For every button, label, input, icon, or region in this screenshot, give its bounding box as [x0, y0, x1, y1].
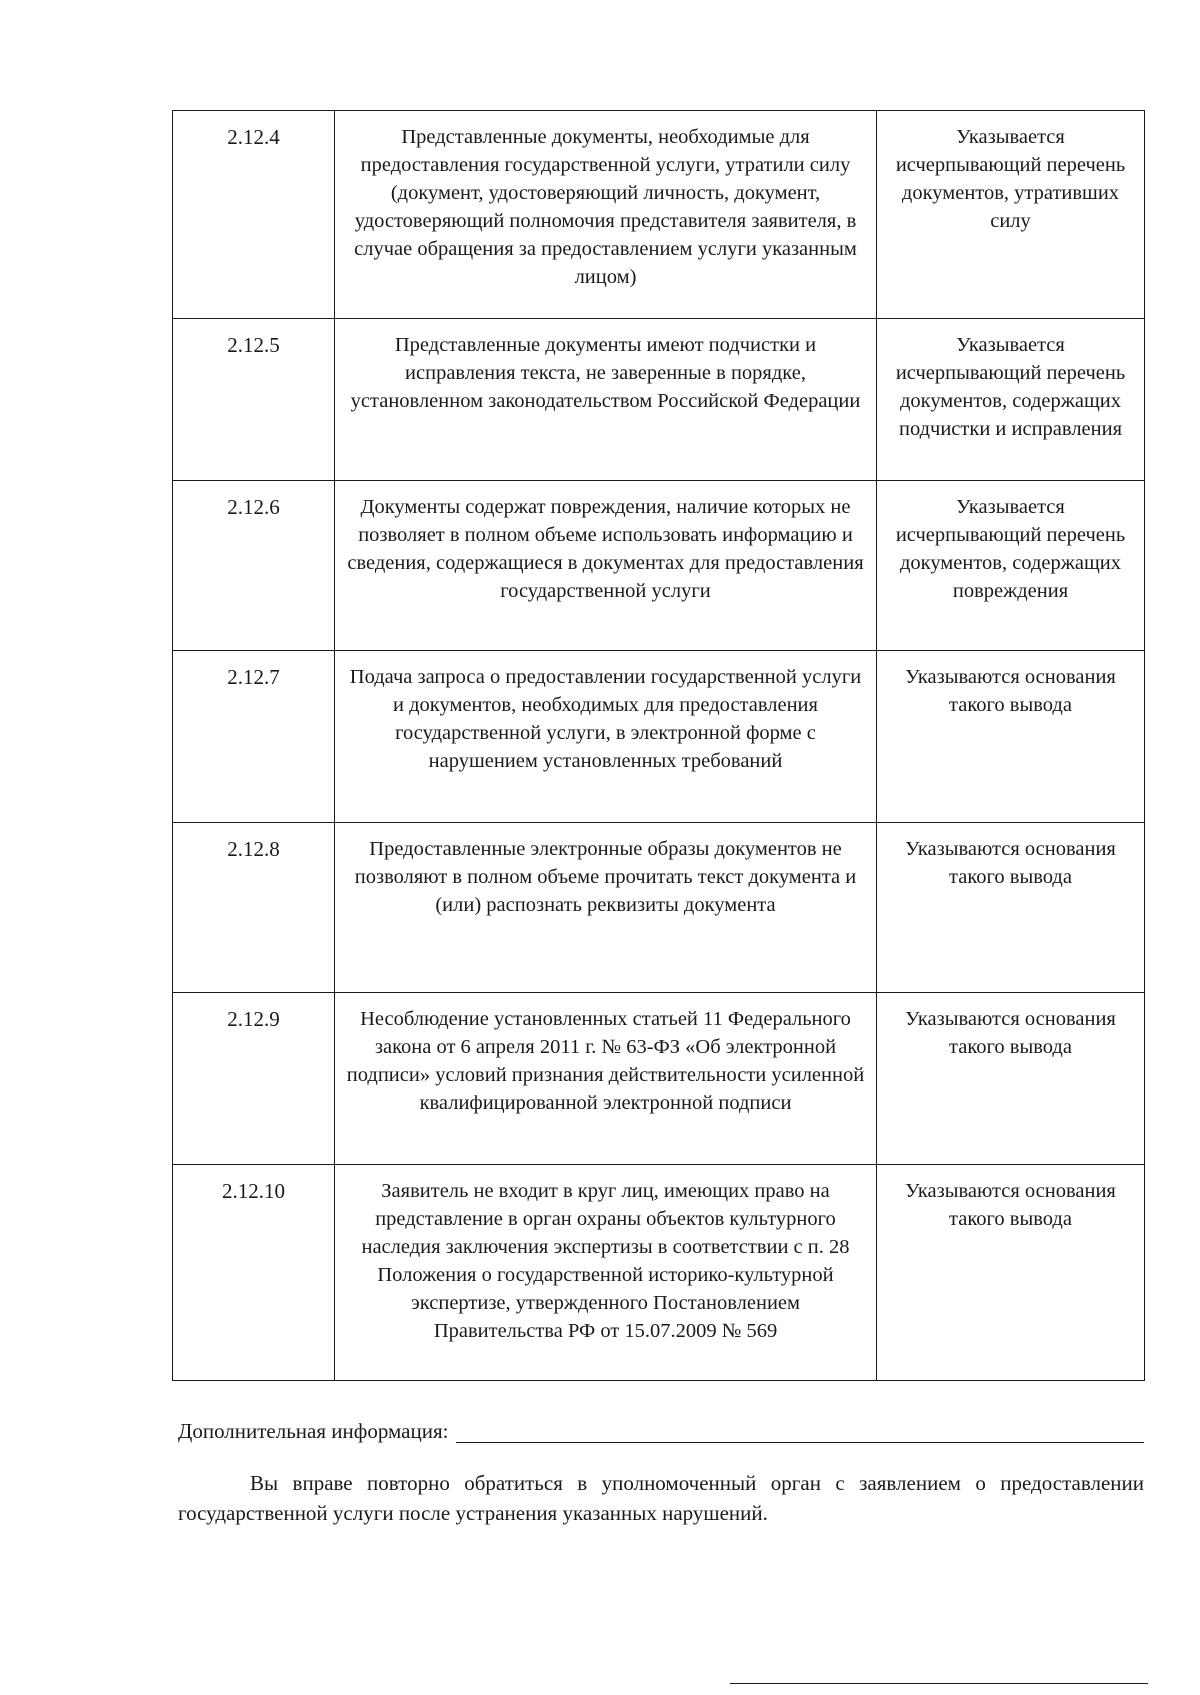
table-row: [173, 993, 1145, 1165]
additional-info-label: Дополнительная информация:: [178, 1419, 449, 1443]
row-reason: Заявитель не входит в круг лиц, имеющих право на представление в орган охраны объектов культурного наследия заключения экспертизы в соответствии с п. 28 Положения о государственной историко-культурной экспертизе, утвержденного Постановлением Правительства РФ от 15.07.2009 № 569: [335, 1165, 877, 1381]
row-reason: Подача запроса о предоставлении государственной услуги и документов, необходимых для предоставления государственной услуги, в электронной форме с нарушением установленных требований: [335, 651, 877, 823]
table-row: [173, 481, 1145, 651]
row-number: 2.12.5: [173, 319, 335, 481]
row-number: 2.12.9: [173, 993, 335, 1165]
table-row: [173, 111, 1145, 319]
row-explanation: Указываются основания такого вывода: [877, 651, 1145, 823]
table-row: [173, 651, 1145, 823]
refusal-reasons-table: [172, 110, 1145, 1381]
row-reason: Несоблюдение установленных статьей 11 Федерального закона от 6 апреля 2011 г. № 63-ФЗ «Об электронной подписи» условий признания действительности усиленной квалифицированной электронной подписи: [335, 993, 877, 1165]
row-explanation: Указываются основания такого вывода: [877, 1165, 1145, 1381]
table-row: [173, 823, 1145, 993]
table-row: [173, 319, 1145, 481]
additional-info-blank-line: [456, 1420, 1144, 1443]
table-row: [173, 1165, 1145, 1381]
row-explanation: Указывается исчерпывающий перечень документов, содержащих подчистки и исправления: [877, 319, 1145, 481]
row-reason: Документы содержат повреждения, наличие которых не позволяет в полном объеме использовать информацию и сведения, содержащиеся в документах для предоставления государственной услуги: [335, 481, 877, 651]
row-number: 2.12.7: [173, 651, 335, 823]
row-explanation: Указываются основания такого вывода: [877, 823, 1145, 993]
row-explanation: Указывается исчерпывающий перечень документов, утративших силу: [877, 111, 1145, 319]
row-number: 2.12.8: [173, 823, 335, 993]
row-number: 2.12.10: [173, 1165, 335, 1381]
additional-info: [178, 1416, 1144, 1446]
row-explanation: Указывается исчерпывающий перечень документов, содержащих повреждения: [877, 481, 1145, 651]
signature-line: [730, 1683, 1148, 1684]
row-number: 2.12.6: [173, 481, 335, 651]
row-explanation: Указываются основания такого вывода: [877, 993, 1145, 1165]
row-reason: Представленные документы имеют подчистки и исправления текста, не заверенные в порядке, установленном законодательством Российской Федерации: [335, 319, 877, 481]
notice-paragraph: Вы вправе повторно обратиться в уполномоченный орган с заявлением о предоставлении государственной услуги после устранения указанных нарушений.: [178, 1471, 1144, 1525]
row-number: 2.12.4: [173, 111, 335, 319]
row-reason: Предоставленные электронные образы документов не позволяют в полном объеме прочитать текст документа и (или) распознать реквизиты документа: [335, 823, 877, 993]
row-reason: Представленные документы, необходимые для предоставления государственной услуги, утратили силу (документ, удостоверяющий личность, документ, удостоверяющий полномочия представителя заявителя, в случае обращения за предоставлением услуги указанным лицом): [335, 111, 877, 319]
